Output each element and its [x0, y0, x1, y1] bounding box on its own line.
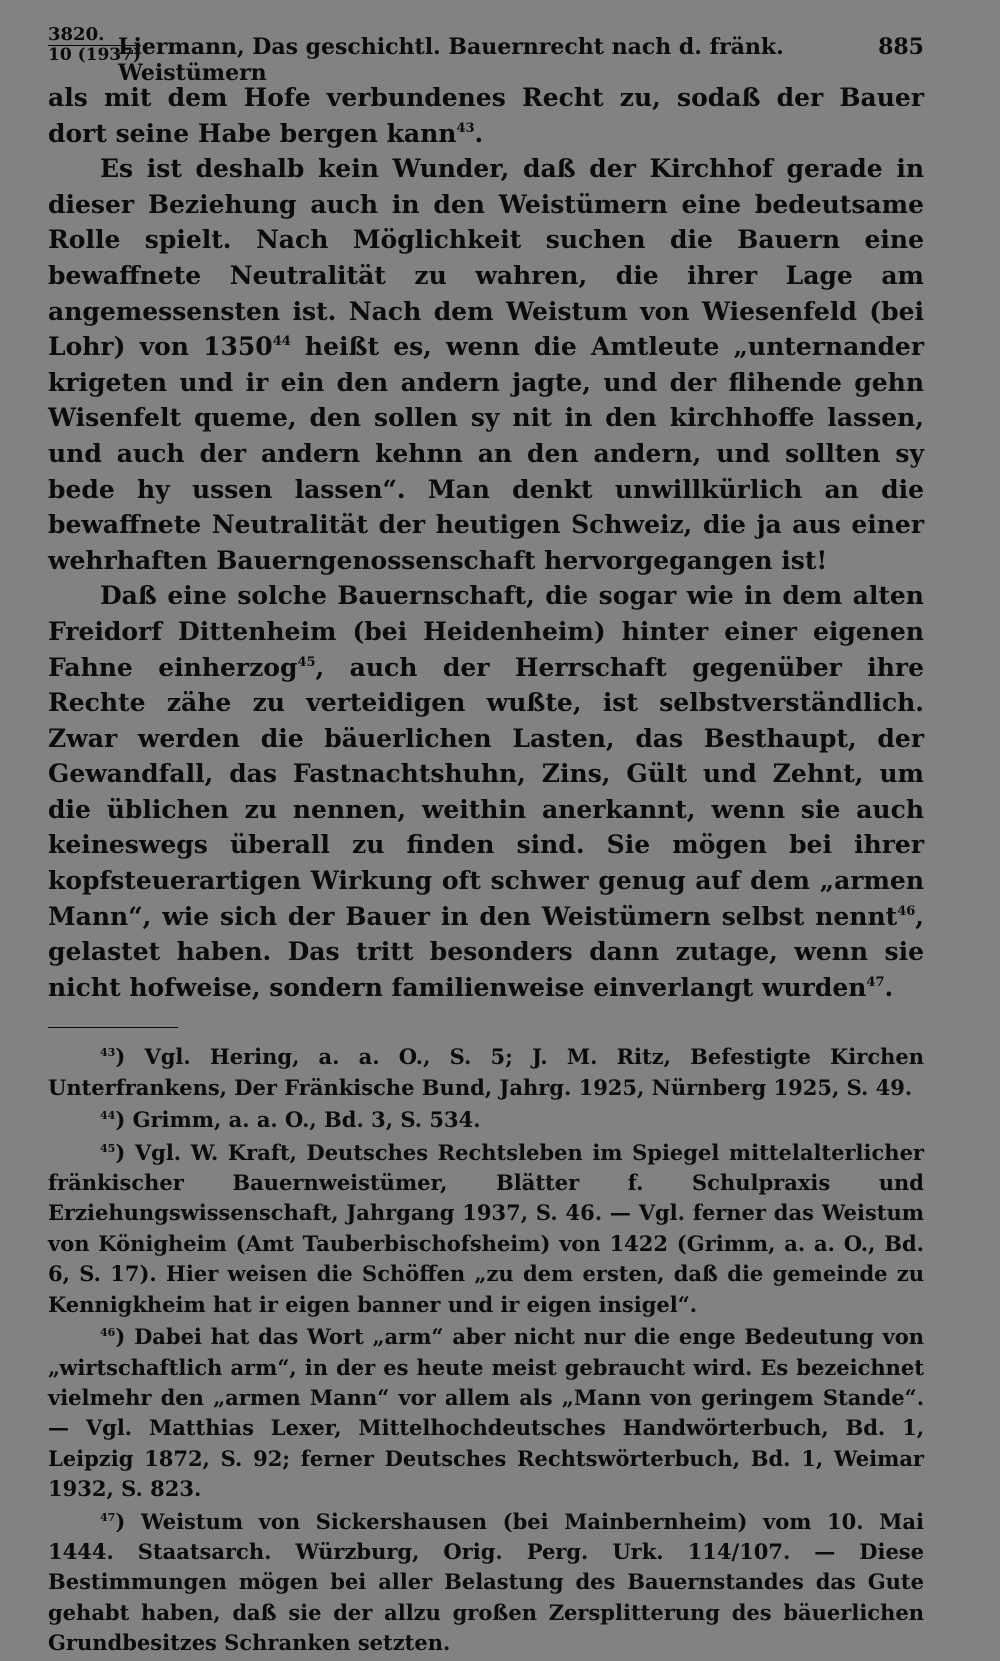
paragraph: Es ist deshalb kein Wunder, daß der Kirchhof gerade in dieser Beziehung auch in den Weistümern eine bedeutsame Rolle spielt. Nach Möglichkeit suchen die Bauern eine bewaffnete Neutralität zu wahren, die ihrer Lage am angemessensten ist. Nach dem Weistum von Wiesenfeld (bei Lohr) von 1350$^{44}$ heißt es, wenn die Amtleute „unternander krigeten und ir ein den andern jagte, und der flihende gehn Wisenfelt queme, den sollen sy nit in den kirchhoffe lassen, und auch der andern kehnn an den andern, und sollten sy bede hy ussen lassen“. Man denkt unwillkürlich an die bewaffnete Neutralität der heutigen Schweiz, die ja aus einer wehrhaften Bauerngenossenschaft hervorgegangen ist! [48, 154, 925, 575]
footnote-ref: 46 [897, 903, 916, 919]
footnote-ref: 45 [297, 654, 316, 670]
footnote: $^{45}$) Vgl. W. Kraft, Deutsches Rechtsleben im Spiegel mittelalterlicher fränkischer Bauernweistümer, Blätter f. Schulpraxis und Erziehungswissenschaft, Jahrgang 1937, S. 46. — Vgl. ferner das Weistum von Königheim (Amt Tauberbischofsheim) von 1422 (Grimm, a. a. O., Bd. 6, S. 17). Hier weisen die Schöffen „zu dem ersten, daß die gemeinde zu Kennigkheim hat ir eigen banner und ir eigen insigel“. [48, 1139, 924, 1317]
footnote-number: 46 [100, 1326, 116, 1340]
article-number: 3820. [48, 26, 141, 46]
footnote-divider [48, 1027, 178, 1028]
footnote: $^{47}$) Weistum von Sickershausen (bei Mainbernheim) vom 10. Mai 1444. Staatsarch. Würzburg, Orig. Perg. Urk. 114/107. — Diese Bestimmungen mögen bei aller Belastung des Bauernstandes das Gute gehabt haben, daß sie der allzu großen Zersplitterung des bäuerlichen Grundbesitzes Schranken setzten. [48, 1508, 924, 1656]
issue-year: 10 (1937) [48, 45, 141, 65]
running-header [48, 20, 924, 86]
footnotes [48, 1042, 924, 1658]
footnote: $^{46}$) Dabei hat das Wort „arm“ aber nicht nur die enge Bedeutung von „wirtschaftlich arm“, in der es heute meist gebraucht wird. Es bezeichnet vielmehr den „armen Mann“ vor allem als „Mann von geringem Stande“. — Vgl. Matthias Lexer, Mittelhochdeutsches Handwörterbuch, Bd. 1, Leipzig 1872, S. 92; ferner Deutsches Rechtswörterbuch, Bd. 1, Weimar 1932, S. 823. [48, 1324, 924, 1502]
footnote-ref: 47 [866, 974, 885, 990]
footnote: $^{44}$) Grimm, a. a. O., Bd. 3, S. 534. [100, 1107, 481, 1133]
footnote-ref: 43 [456, 120, 475, 136]
footnote-ref: 44 [272, 334, 291, 350]
page-number: 885 [878, 34, 924, 60]
footnote-number: 47 [100, 1510, 116, 1524]
main-text [48, 80, 924, 1005]
footnote-number: 43 [100, 1046, 116, 1060]
paragraph: als mit dem Hofe verbundenes Recht zu, sodaß der Bauer dort seine Habe bergen kann$^{43}$. [48, 83, 924, 148]
footnote-number: 45 [100, 1141, 116, 1155]
footnote-number: 44 [100, 1109, 116, 1123]
running-title: Liermann, Das geschichtl. Bauernrecht nach d. fränk. Weistümern [118, 34, 784, 86]
footnote: $^{43}$) Vgl. Hering, a. a. O., S. 5; J. M. Ritz, Befestigte Kirchen Unterfrankens, Der Fränkische Bund, Jahrg. 1925, Nürnberg 1925, S. 49. [48, 1044, 925, 1100]
document-page [48, 20, 924, 1661]
paragraph: Daß eine solche Bauernschaft, die sogar wie in dem alten Freidorf Dittenheim (bei Heidenheim) hinter einer eigenen Fahne einherzog$^{45}$, auch der Herrschaft gegenüber ihre Rechte zähe zu verteidigen wußte, ist selbstverständlich. Zwar werden die bäuerlichen Lasten, das Besthaupt, der Gewandfall, das Fastnachtshuhn, Zins, Gült und Zehnt, um die üblichen zu nennen, weithin anerkannt, wenn sie auch keineswegs überall zu finden sind. Sie mögen bei ihrer kopfsteuerartigen Wirkung oft schwer genug auf dem „armen Mann“, wie sich der Bauer in den Weistümern selbst nennt$^{46}$, gelastet haben. Das tritt besonders dann zutage, wenn sie nicht hofweise, sondern familienweise einverlangt wurden$^{47}$. [48, 581, 924, 1002]
